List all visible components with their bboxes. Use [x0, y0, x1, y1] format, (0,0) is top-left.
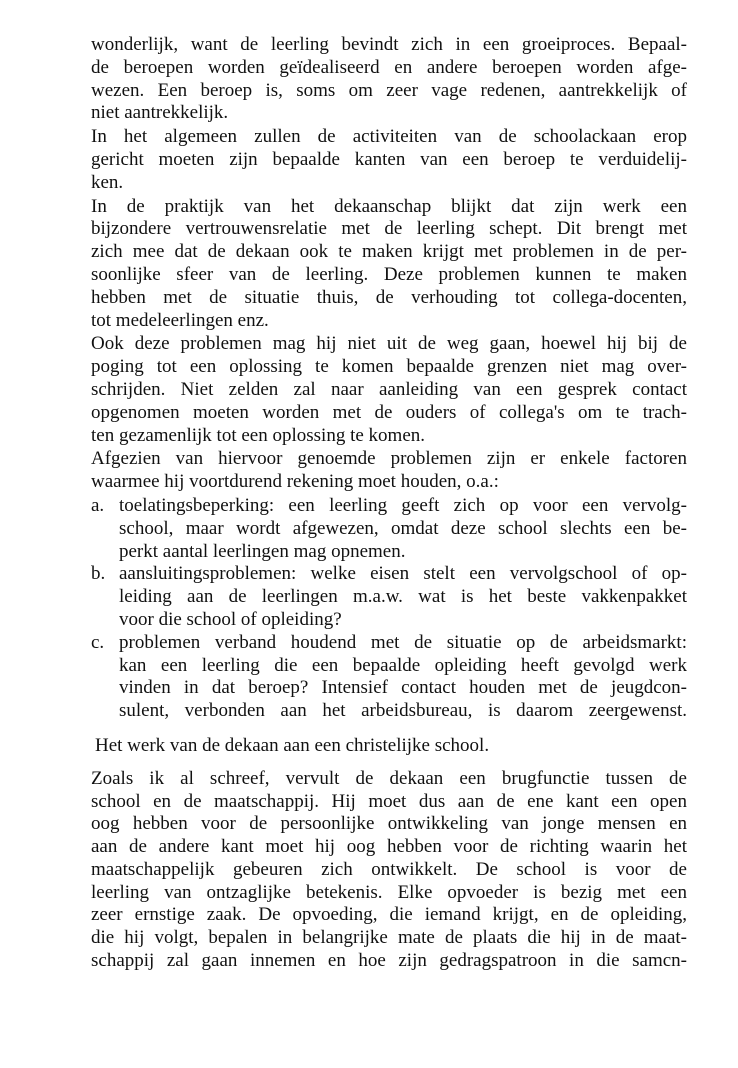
text-line: maatschappelijk gebeuren zich ontwikkelt. De school is voor de	[91, 858, 687, 880]
text-line: schrijden. Niet zelden zal naar aanleiding van een gesprek contact	[91, 378, 687, 400]
text-line: sulent, verbonden aan het arbeidsbureau, is daarom zeergewenst.	[119, 700, 687, 722]
text-line: leerling van ontzaglijke betekenis. Elke opvoeder is bezig met een	[91, 881, 687, 903]
text-line: Ook deze problemen mag hij niet uit de weg gaan, hoewel hij bij de	[91, 333, 687, 355]
text-line: school, maar wordt afgewezen, omdat deze school slechts een be-	[119, 517, 687, 539]
text-line: Zoals ik al schreef, vervult de dekaan een brugfunctie tussen de	[91, 767, 687, 789]
text-line: gericht moeten zijn bepaalde kanten van een beroep te verduidelij-	[91, 148, 687, 170]
paragraph-6	[91, 768, 687, 973]
paragraph-3	[91, 196, 687, 333]
text-line: die hij volgt, bepalen in belangrijke mate de plaats die hij in de maat-	[91, 927, 687, 949]
text-line: aansluitingsproblemen: welke eisen stelt een vervolgschool of op-	[119, 563, 687, 585]
text-line: kan een leerling die een bepaalde opleiding heeft gevolgd werk	[119, 654, 687, 676]
section-heading-text: Het werk van de dekaan aan een christelijke school.	[95, 734, 490, 756]
text-line: problemen verband houdend met de situatie op de arbeidsmarkt:	[119, 631, 687, 653]
text-line: waarmee hij voortdurend rekening moet houden, o.a.:	[91, 471, 499, 493]
text-line: toelatingsbeperking: een leerling geeft zich op voor een vervolg-	[119, 494, 687, 516]
list-item	[91, 495, 687, 563]
text-line: Afgezien van hiervoor genoemde problemen zijn er enkele factoren	[91, 448, 687, 470]
text-line: wezen. Een beroep is, soms om zeer vage redenen, aantrekkelijk of	[91, 79, 687, 101]
text-line: bijzondere vertrouwensrelatie met de leerling schept. Dit brengt met	[91, 218, 687, 240]
text-line: In de praktijk van het dekaanschap blijkt dat zijn werk een	[91, 195, 687, 217]
text-line: oog hebben voor de persoonlijke ontwikkeling van jonge mensen en	[91, 813, 687, 835]
text-line: leiding aan de leerlingen m.a.w. wat is het beste vakkenpakket	[119, 586, 687, 608]
list-item	[91, 632, 687, 723]
list-label: a.	[91, 494, 105, 516]
text-line: schappij zal gaan innemen en hoe zijn gedragspatroon in die samcn-	[91, 950, 687, 972]
text-line: hebben met de situatie thuis, de verhouding tot collega-docenten,	[91, 286, 687, 308]
text-line: zeer ernstige zaak. De opvoeding, die iemand krijgt, en de opleiding,	[91, 904, 687, 926]
text-line: soonlijke sfeer van de leerling. Deze problemen kunnen te maken	[91, 263, 687, 285]
paragraph-2	[91, 126, 687, 194]
list-item	[91, 563, 687, 631]
text-line: ken.	[91, 171, 124, 193]
paragraph-1	[91, 34, 687, 125]
text-line: tot medeleerlingen enz.	[91, 309, 269, 331]
text-line: In het algemeen zullen de activiteiten van de schoolackaan erop	[91, 126, 687, 148]
document-page	[91, 34, 687, 974]
text-line: poging tot een oplossing te komen bepaalde grenzen niet mag over-	[91, 356, 687, 378]
text-line: de beroepen worden geïdealiseerd en andere beroepen worden afge-	[91, 56, 687, 78]
list-label: c.	[91, 631, 105, 653]
text-line: zich mee dat de dekaan ook te maken krijgt met problemen in de per-	[91, 241, 687, 263]
text-line: wonderlijk, want de leerling bevindt zich in een groeiproces. Bepaal-	[91, 34, 687, 55]
text-line: niet aantrekkelijk.	[91, 102, 229, 124]
text-line: ten gezamenlijk tot een oplossing te komen.	[91, 424, 426, 446]
paragraph-4	[91, 333, 687, 447]
text-line: vinden in dat beroep? Intensief contact houden met de jeugdcon-	[119, 677, 687, 699]
section-heading	[91, 735, 687, 758]
paragraph-5	[91, 448, 687, 494]
factor-list	[91, 495, 687, 723]
text-line: voor die school of opleiding?	[119, 608, 342, 630]
text-line: perkt aantal leerlingen mag opnemen.	[119, 540, 406, 562]
text-line: aan de andere kant moet hij oog hebben voor de richting waarin het	[91, 836, 687, 858]
list-label: b.	[91, 563, 106, 585]
text-line: school en de maatschappij. Hij moet dus aan de ene kant een open	[91, 790, 687, 812]
text-line: opgenomen moeten worden met de ouders of collega's om te trach-	[91, 401, 687, 423]
